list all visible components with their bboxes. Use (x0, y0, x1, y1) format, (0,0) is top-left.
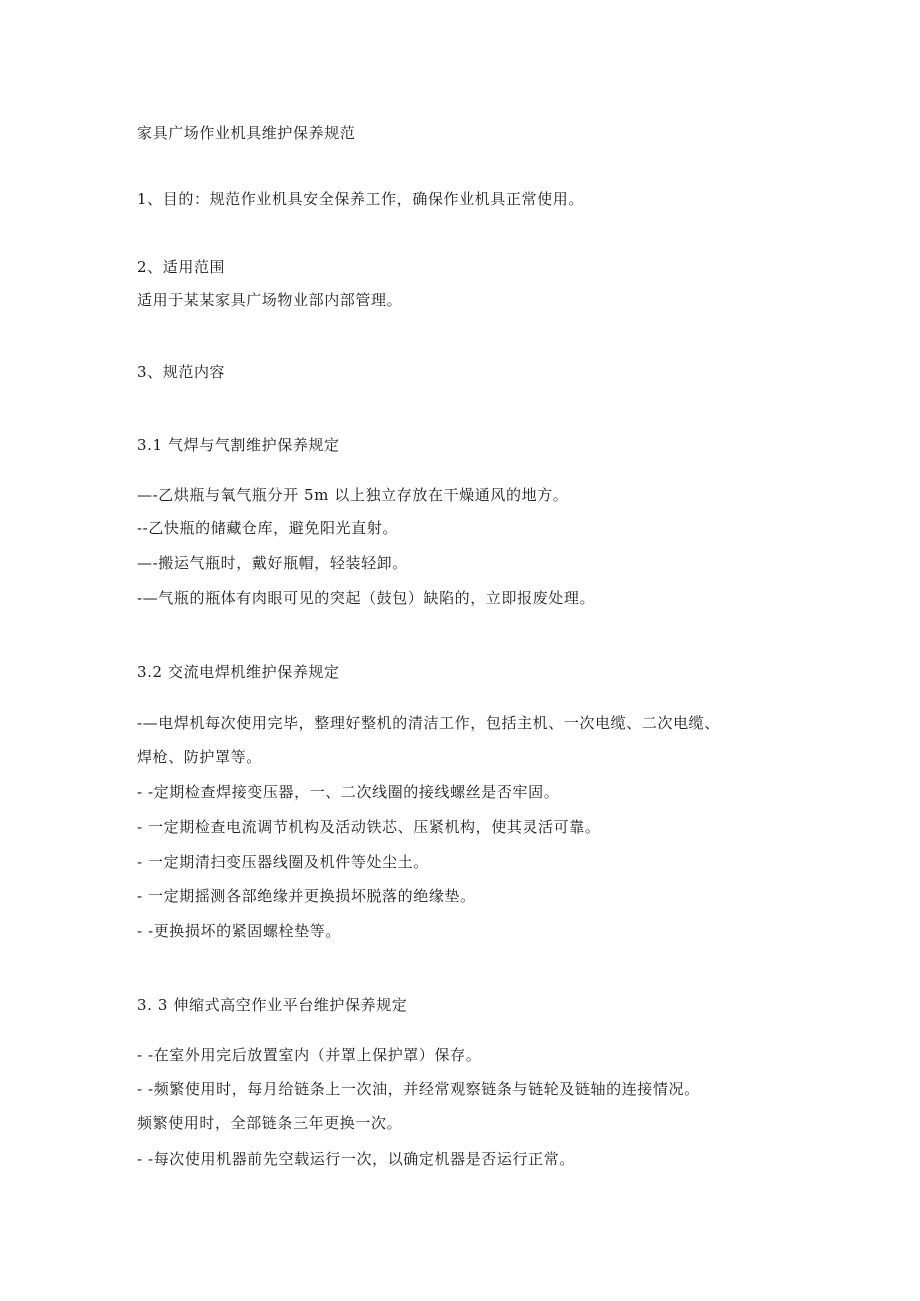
section-3-2-item: - 一定期清扫变压器线圈及机件等处尘土。 (137, 853, 429, 871)
section-3-3-heading: 3. 3 伸缩式高空作业平台维护保养规定 (137, 996, 408, 1014)
section-3-2-item: - 一定期摇测各部绝缘并更换损坏脱落的绝缘垫。 (137, 887, 476, 905)
section-1-purpose: 1、目的：规范作业机具安全保养工作，确保作业机具正常使用。 (137, 190, 584, 208)
section-3-2-item: - -更换损坏的紧固螺栓垫等。 (137, 922, 341, 940)
section-3-2-heading: 3.2 交流电焊机维护保养规定 (137, 663, 340, 681)
section-3-1-heading: 3.1 气焊与气割维护保养规定 (137, 436, 340, 454)
section-3-2-item: - 一定期检查电流调节机构及活动铁芯、压紧机构，使其灵活可靠。 (137, 818, 601, 836)
section-3-2-item: 焊枪、防护罩等。 (137, 748, 262, 766)
document-title: 家具广场作业机具维护保养规范 (137, 124, 356, 142)
section-3-2-item: -—电焊机每次使用完毕，整理好整机的清洁工作，包括主机、一次电缆、二次电缆、 (137, 714, 720, 732)
section-3-3-item: - -频繁使用时，每月给链条上一次油，并经常观察链条与链轮及链轴的连接情况。 (137, 1080, 700, 1098)
section-3-3-item: - -每次使用机器前先空载运行一次，以确定机器是否运行正常。 (137, 1150, 575, 1168)
section-3-heading: 3、规范内容 (137, 363, 226, 381)
section-2-body: 适用于某某家具广场物业部内部管理。 (137, 291, 403, 309)
section-3-2-item: - -定期检查焊接变压器，一、二次线圈的接线螺丝是否牢固。 (137, 783, 560, 801)
section-3-1-item: --乙快瓶的储藏仓库，避免阳光直射。 (137, 519, 398, 537)
section-3-1-item: -—气瓶的瓶体有肉眼可见的突起（鼓包）缺陷的，立即报废处理。 (137, 589, 596, 607)
section-3-3-item: - -在室外用完后放置室内（并罩上保护罩）保存。 (137, 1046, 482, 1064)
section-3-1-item: —-搬运气瓶时，戴好瓶帽，轻装轻卸。 (137, 554, 408, 572)
section-3-1-item: —-乙烘瓶与氧气瓶分开 5m 以上独立存放在干燥通风的地方。 (137, 486, 569, 504)
section-3-3-item: 频繁使用时，全部链条三年更换一次。 (137, 1114, 403, 1132)
section-2-heading: 2、适用范围 (137, 258, 226, 276)
